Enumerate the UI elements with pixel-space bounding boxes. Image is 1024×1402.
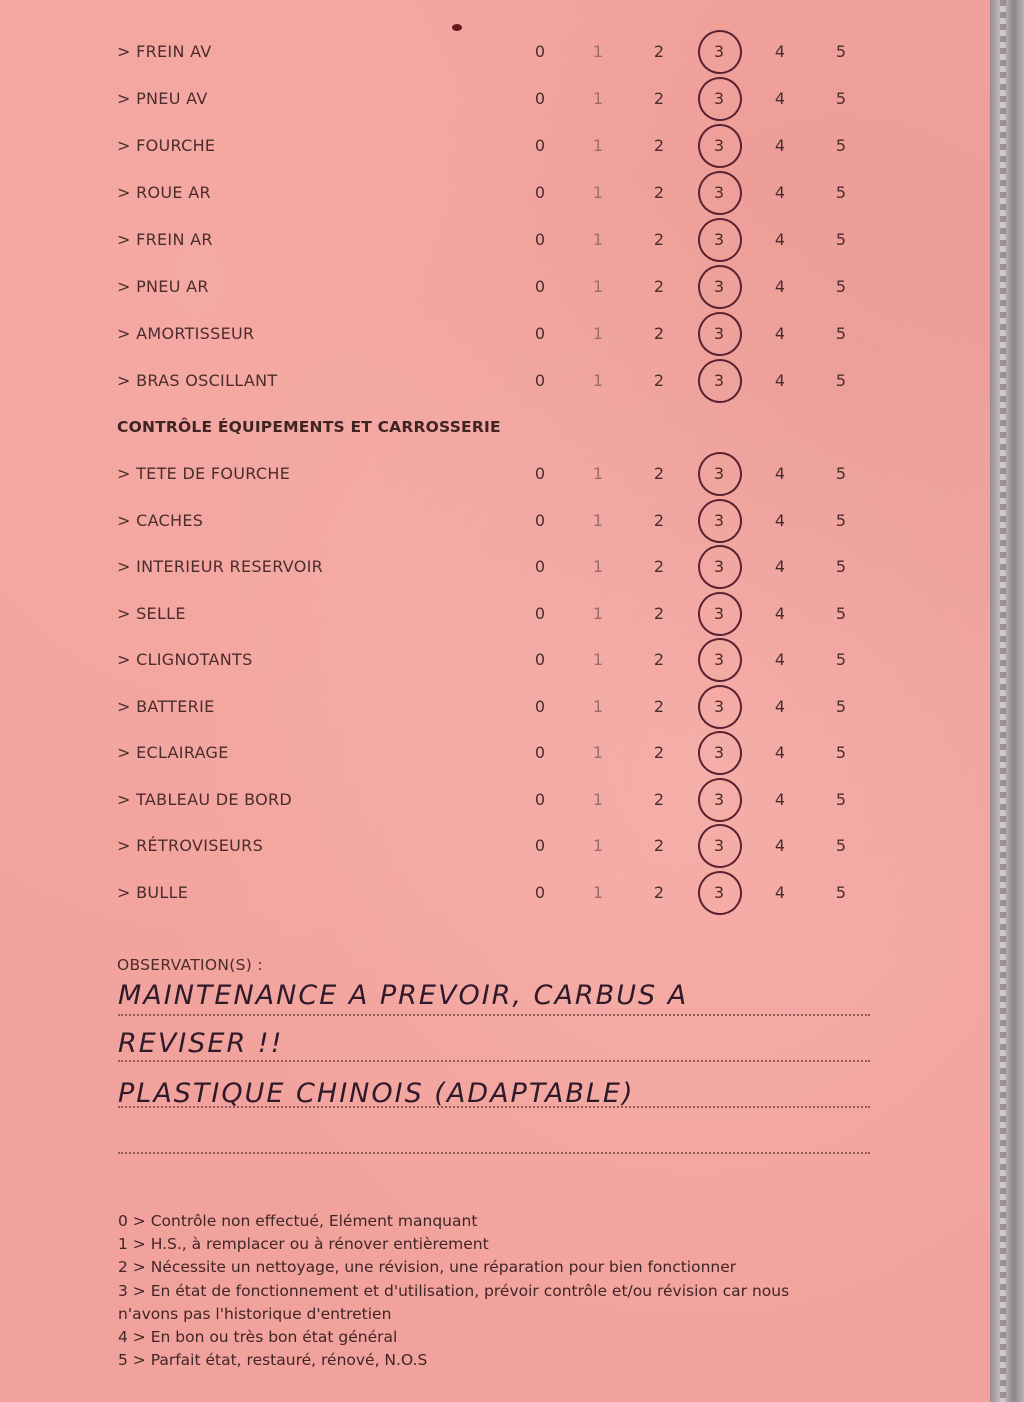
score-option-3: 3 <box>713 883 725 902</box>
section-heading: CONTRÔLE ÉQUIPEMENTS ET CARROSSERIE <box>117 418 501 436</box>
observation-line-1: MAINTENANCE A PREVOIR, CARBUS A <box>118 980 689 1011</box>
score-option-0: 0 <box>534 557 546 576</box>
score-option-5: 5 <box>835 230 847 249</box>
score-option-0: 0 <box>534 697 546 716</box>
score-option-3: 3 <box>713 464 725 483</box>
score-option-5: 5 <box>835 42 847 61</box>
row-label: > AMORTISSEUR <box>117 324 255 343</box>
selected-score-circle <box>694 120 746 172</box>
observation-dotted-line-4 <box>118 1152 870 1154</box>
score-option-4: 4 <box>774 464 786 483</box>
checklist-row <box>0 836 992 860</box>
score-option-1: 1 <box>592 697 604 716</box>
score-option-5: 5 <box>835 697 847 716</box>
score-option-2: 2 <box>653 650 665 669</box>
row-label: > ROUE AR <box>117 183 211 202</box>
selected-score-circle <box>694 681 746 733</box>
score-option-3: 3 <box>713 836 725 855</box>
observation-dotted-line-2 <box>118 1060 870 1062</box>
score-option-3: 3 <box>713 557 725 576</box>
row-label: > BULLE <box>117 883 189 902</box>
score-option-1: 1 <box>592 650 604 669</box>
score-option-1: 1 <box>592 790 604 809</box>
score-option-1: 1 <box>592 89 604 108</box>
score-option-5: 5 <box>835 836 847 855</box>
score-option-4: 4 <box>774 511 786 530</box>
score-option-5: 5 <box>835 650 847 669</box>
score-option-1: 1 <box>592 464 604 483</box>
legend-line-0: 0 > Contrôle non effectué, Elément manquant <box>118 1212 478 1230</box>
score-option-0: 0 <box>534 511 546 530</box>
score-option-4: 4 <box>774 230 786 249</box>
score-option-3: 3 <box>713 324 725 343</box>
score-option-4: 4 <box>774 790 786 809</box>
legend-line-3-cont: n'avons pas l'historique d'entretien <box>118 1304 392 1323</box>
score-option-0: 0 <box>534 89 546 108</box>
selected-score-circle <box>694 495 746 547</box>
checklist-row <box>0 511 992 535</box>
row-label: > CACHES <box>117 511 204 530</box>
score-option-0: 0 <box>534 324 546 343</box>
score-option-4: 4 <box>774 743 786 762</box>
score-option-0: 0 <box>534 790 546 809</box>
row-label: > PNEU AV <box>117 89 208 108</box>
score-option-4: 4 <box>774 89 786 108</box>
row-label: > ECLAIRAGE <box>117 743 229 762</box>
score-option-4: 4 <box>774 557 786 576</box>
selected-score-circle <box>694 820 746 872</box>
row-label: > TABLEAU DE BORD <box>117 790 293 809</box>
score-option-3: 3 <box>713 511 725 530</box>
score-option-1: 1 <box>592 743 604 762</box>
score-option-4: 4 <box>774 836 786 855</box>
selected-score-circle <box>694 588 746 640</box>
score-option-4: 4 <box>774 136 786 155</box>
score-option-4: 4 <box>774 697 786 716</box>
checklist-row <box>0 650 992 674</box>
score-legend <box>118 1210 858 1372</box>
checklist-row <box>0 277 992 301</box>
selected-score-circle <box>694 355 746 407</box>
score-option-0: 0 <box>534 42 546 61</box>
score-option-2: 2 <box>653 604 665 623</box>
row-label: > FOURCHE <box>117 136 216 155</box>
score-option-5: 5 <box>835 136 847 155</box>
row-label: > BATTERIE <box>117 697 215 716</box>
selected-score-circle <box>694 774 746 826</box>
selected-score-circle <box>694 73 746 125</box>
score-option-3: 3 <box>713 697 725 716</box>
score-option-2: 2 <box>653 743 665 762</box>
observation-line-3: PLASTIQUE CHINOIS (ADAPTABLE) <box>118 1078 635 1109</box>
checklist-row <box>0 42 992 66</box>
score-option-1: 1 <box>592 324 604 343</box>
checklist-row <box>0 557 992 581</box>
score-option-1: 1 <box>592 230 604 249</box>
score-option-2: 2 <box>653 511 665 530</box>
score-option-4: 4 <box>774 883 786 902</box>
observation-line-2: REVISER !! <box>118 1028 284 1059</box>
score-option-5: 5 <box>835 743 847 762</box>
score-option-0: 0 <box>534 650 546 669</box>
score-option-3: 3 <box>713 277 725 296</box>
score-option-0: 0 <box>534 883 546 902</box>
score-option-2: 2 <box>653 557 665 576</box>
score-option-4: 4 <box>774 324 786 343</box>
row-label: > RÉTROVISEURS <box>117 836 264 855</box>
observation-dotted-line-1 <box>118 1014 870 1016</box>
score-option-0: 0 <box>534 464 546 483</box>
score-option-4: 4 <box>774 277 786 296</box>
score-option-5: 5 <box>835 883 847 902</box>
score-option-1: 1 <box>592 883 604 902</box>
score-option-0: 0 <box>534 604 546 623</box>
legend-line-3: 3 > En état de fonctionnement et d'utilisation, prévoir contrôle et/ou révision car nous <box>118 1281 790 1300</box>
selected-score-circle <box>694 448 746 500</box>
score-option-1: 1 <box>592 557 604 576</box>
checklist-row <box>0 697 992 721</box>
score-option-2: 2 <box>653 697 665 716</box>
score-option-4: 4 <box>774 604 786 623</box>
score-option-3: 3 <box>713 183 725 202</box>
checklist-row <box>0 136 992 160</box>
score-option-2: 2 <box>653 790 665 809</box>
score-option-2: 2 <box>653 277 665 296</box>
score-option-0: 0 <box>534 836 546 855</box>
row-label: > PNEU AR <box>117 277 209 296</box>
score-option-4: 4 <box>774 650 786 669</box>
score-option-5: 5 <box>835 557 847 576</box>
score-option-3: 3 <box>713 42 725 61</box>
score-option-5: 5 <box>835 790 847 809</box>
selected-score-circle <box>694 727 746 779</box>
score-option-3: 3 <box>713 371 725 390</box>
score-option-1: 1 <box>592 277 604 296</box>
row-label: > FREIN AV <box>117 42 212 61</box>
selected-score-circle <box>694 167 746 219</box>
observation-dotted-line-3 <box>118 1106 870 1108</box>
checklist-row <box>0 371 992 395</box>
row-label: > INTERIEUR RESERVOIR <box>117 557 324 576</box>
score-option-2: 2 <box>653 89 665 108</box>
score-option-5: 5 <box>835 371 847 390</box>
score-option-2: 2 <box>653 183 665 202</box>
score-option-1: 1 <box>592 371 604 390</box>
checklist-row <box>0 464 992 488</box>
checklist-row <box>0 790 992 814</box>
row-label: > FREIN AR <box>117 230 213 249</box>
selected-score-circle <box>694 541 746 593</box>
legend-line-1: 1 > H.S., à remplacer ou à rénover entièrement <box>118 1235 489 1254</box>
score-option-2: 2 <box>653 230 665 249</box>
checklist-row <box>0 230 992 254</box>
score-option-3: 3 <box>713 650 725 669</box>
ink-spot <box>452 24 462 31</box>
score-option-2: 2 <box>653 836 665 855</box>
legend-line-5: 5 > Parfait état, restauré, rénové, N.O.S <box>118 1351 428 1370</box>
score-option-2: 2 <box>653 42 665 61</box>
selected-score-circle <box>694 261 746 313</box>
score-option-5: 5 <box>835 89 847 108</box>
score-option-5: 5 <box>835 183 847 202</box>
score-option-1: 1 <box>592 136 604 155</box>
score-option-1: 1 <box>592 511 604 530</box>
observations-title: OBSERVATION(S) : <box>117 956 263 974</box>
score-option-1: 1 <box>592 183 604 202</box>
selected-score-circle <box>694 867 746 919</box>
sheet-protector-edge <box>990 0 1024 1402</box>
score-option-1: 1 <box>592 836 604 855</box>
score-option-5: 5 <box>835 324 847 343</box>
score-option-1: 1 <box>592 42 604 61</box>
score-option-0: 0 <box>534 136 546 155</box>
row-label: > BRAS OSCILLANT <box>117 371 278 390</box>
checklist-row <box>0 183 992 207</box>
score-option-3: 3 <box>713 790 725 809</box>
score-option-3: 3 <box>713 136 725 155</box>
selected-score-circle <box>694 308 746 360</box>
score-option-3: 3 <box>713 743 725 762</box>
checklist-row <box>0 743 992 767</box>
score-option-5: 5 <box>835 277 847 296</box>
score-option-5: 5 <box>835 604 847 623</box>
score-option-4: 4 <box>774 42 786 61</box>
selected-score-circle <box>694 214 746 266</box>
score-option-0: 0 <box>534 230 546 249</box>
score-option-4: 4 <box>774 371 786 390</box>
score-option-0: 0 <box>534 277 546 296</box>
score-option-2: 2 <box>653 136 665 155</box>
row-label: > CLIGNOTANTS <box>117 650 253 669</box>
score-option-2: 2 <box>653 371 665 390</box>
checklist-row <box>0 89 992 113</box>
checklist-row <box>0 604 992 628</box>
score-option-3: 3 <box>713 230 725 249</box>
selected-score-circle <box>694 634 746 686</box>
score-option-1: 1 <box>592 604 604 623</box>
score-option-5: 5 <box>835 511 847 530</box>
score-option-4: 4 <box>774 183 786 202</box>
checklist-row <box>0 883 992 907</box>
score-option-0: 0 <box>534 183 546 202</box>
score-option-5: 5 <box>835 464 847 483</box>
score-option-0: 0 <box>534 371 546 390</box>
score-option-2: 2 <box>653 464 665 483</box>
score-option-2: 2 <box>653 324 665 343</box>
score-option-3: 3 <box>713 89 725 108</box>
checklist-row <box>0 324 992 348</box>
selected-score-circle <box>694 26 746 78</box>
legend-line-4: 4 > En bon ou très bon état général <box>118 1328 398 1347</box>
legend-line-2: 2 > Nécessite un nettoyage, une révision, une réparation pour bien fonctionner <box>118 1258 737 1277</box>
row-label: > TETE DE FOURCHE <box>117 464 291 483</box>
row-label: > SELLE <box>117 604 186 623</box>
score-option-3: 3 <box>713 604 725 623</box>
score-option-0: 0 <box>534 743 546 762</box>
score-option-2: 2 <box>653 883 665 902</box>
